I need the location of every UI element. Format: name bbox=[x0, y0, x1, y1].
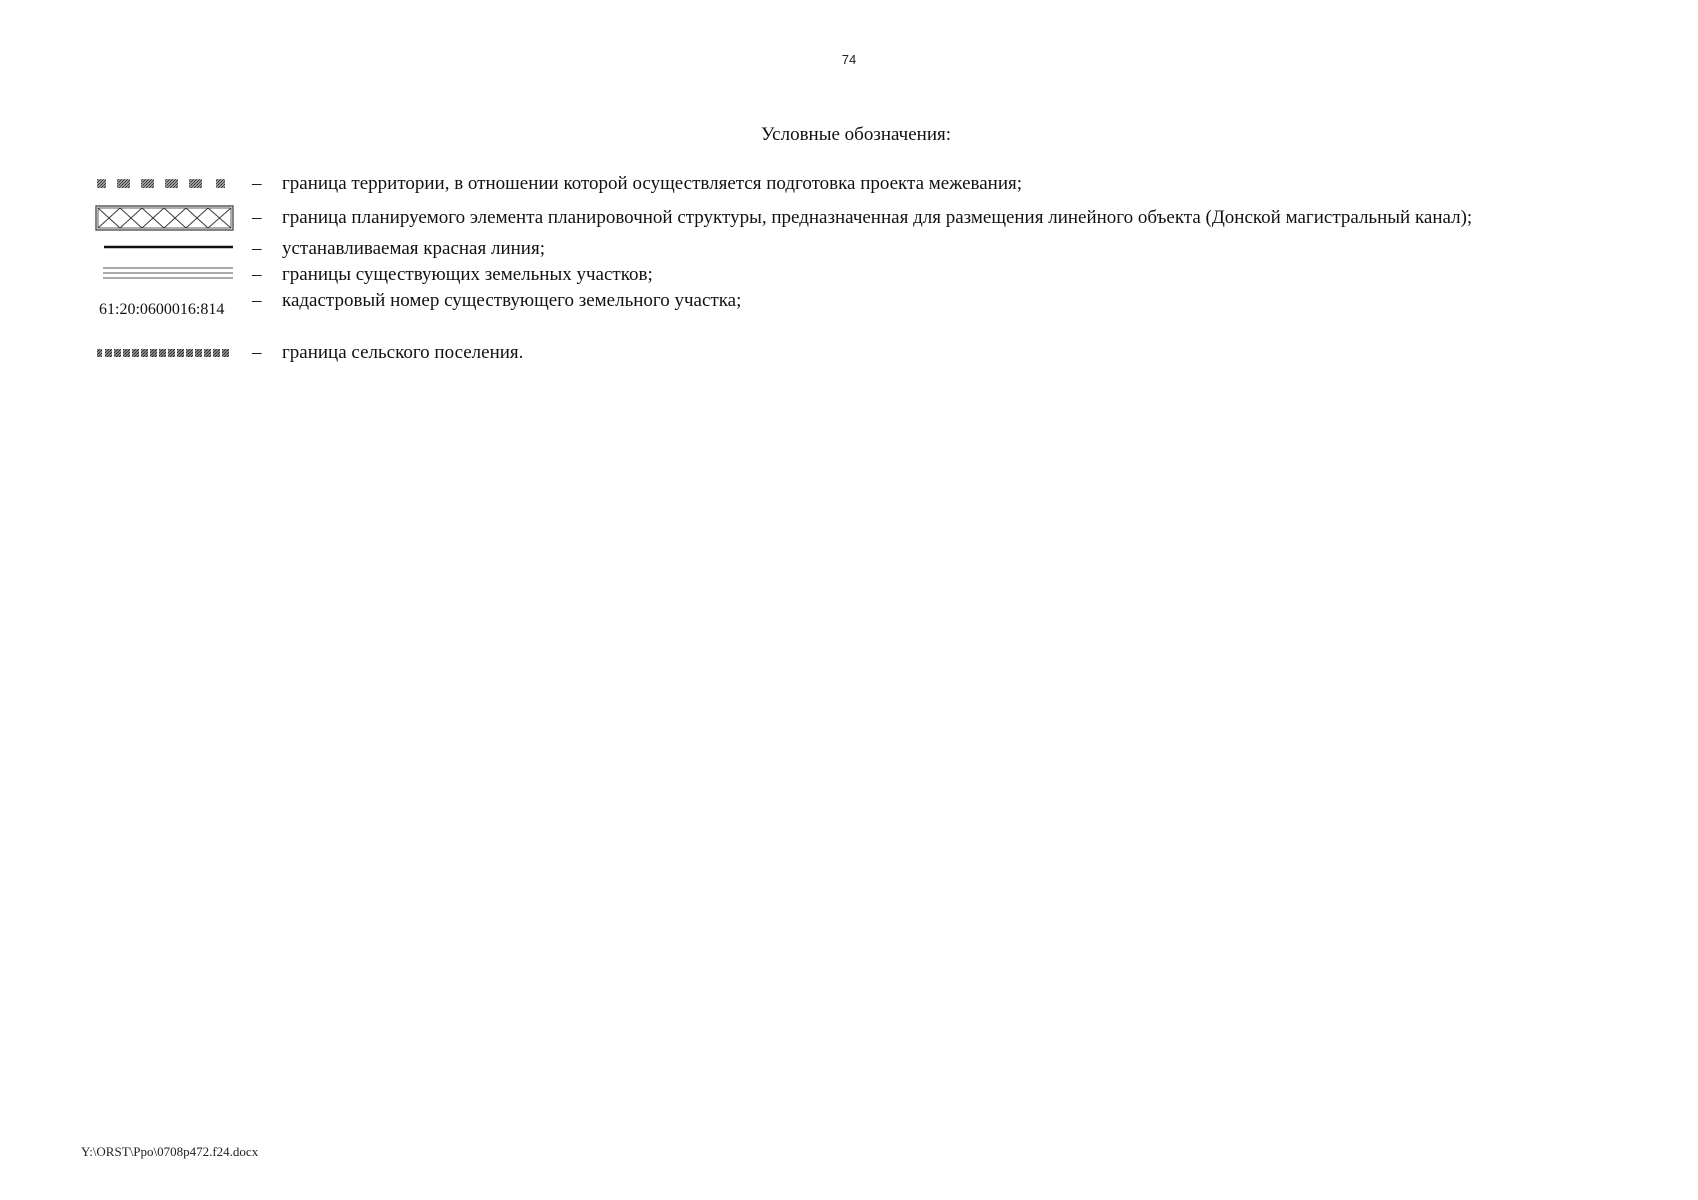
legend-dash: – bbox=[252, 207, 262, 228]
legend-text: границы существующих земельных участков; bbox=[282, 264, 653, 285]
solid-line-symbol bbox=[95, 237, 235, 261]
cadastral-number-label: 61:20:0600016:814 bbox=[99, 301, 225, 318]
legend-text: граница территории, в отношении которой осуществляется подготовка проекта межевания; bbox=[282, 173, 1023, 194]
legend-dash: – bbox=[252, 290, 262, 311]
legend-text: граница сельского поселения. bbox=[282, 342, 524, 363]
triple-line-symbol bbox=[95, 263, 235, 287]
legend-text: устанавливаемая красная линия; bbox=[282, 238, 545, 259]
dense-dashed-symbol bbox=[95, 341, 235, 365]
legend-text: кадастровый номер существующего земельного участка; bbox=[282, 290, 742, 311]
crosshatch-band-symbol bbox=[95, 205, 235, 231]
legend-dash: – bbox=[252, 264, 262, 285]
legend-text: граница планируемого элемента планировочной структуры, предназначенная для размещения линейного объекта (Донской магистральный канал); bbox=[282, 207, 1473, 228]
legend-dash: – bbox=[252, 342, 262, 363]
cadastral-number-symbol bbox=[95, 289, 235, 329]
legend-title: Условные обозначения: bbox=[760, 124, 952, 145]
legend-dash: – bbox=[252, 238, 262, 259]
legend-dash: – bbox=[252, 173, 262, 194]
dashed-squares-symbol bbox=[95, 172, 235, 196]
page-number: 74 bbox=[841, 52, 857, 67]
footer-file-path: Y:\ORST\Ppo\0708p472.f24.docx bbox=[81, 1144, 259, 1159]
